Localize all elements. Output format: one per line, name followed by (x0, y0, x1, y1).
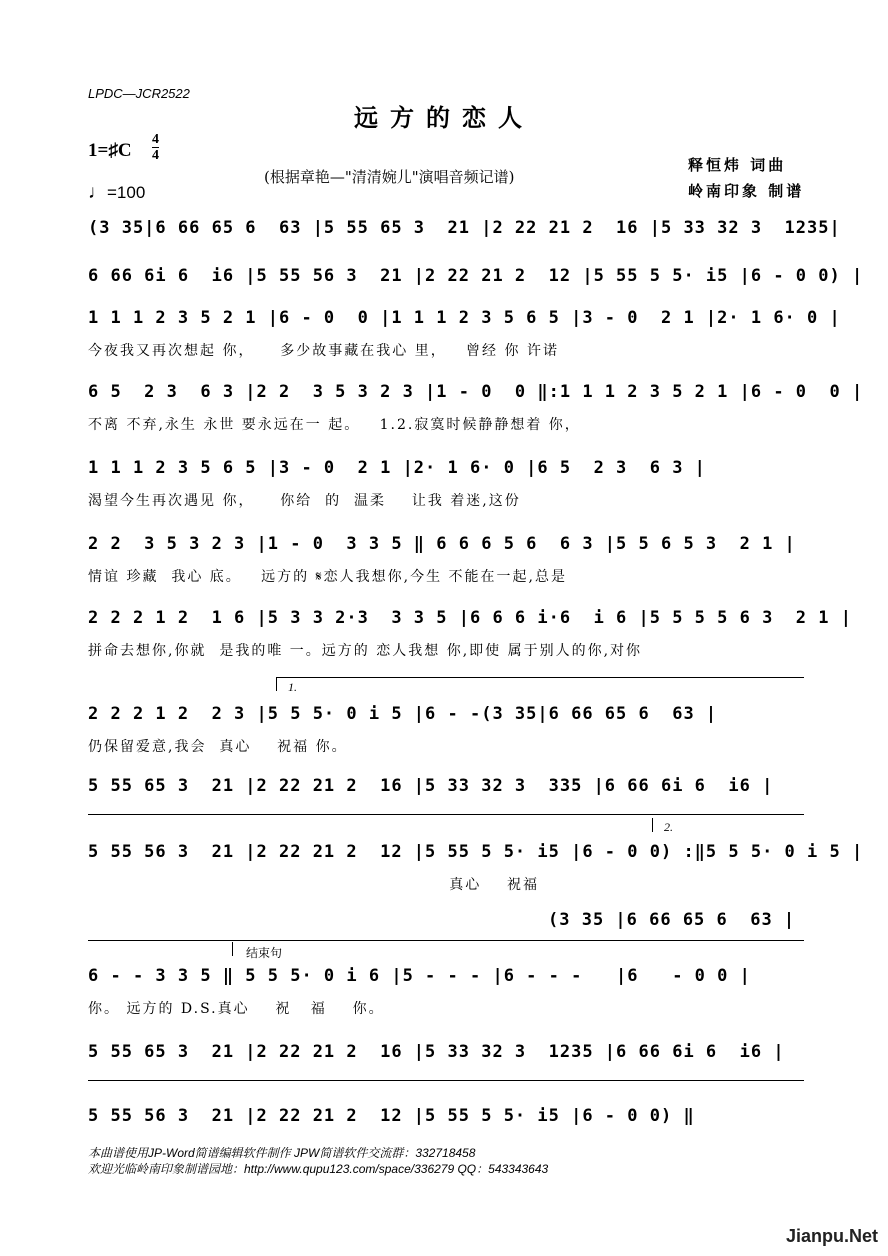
time-signature-bottom: 4 (152, 148, 159, 163)
footer-line-1: 本曲谱使用JP-Word简谱编辑软件制作 JPW简谱软件交流群：332718458 (88, 1146, 476, 1160)
page-title: 远方的恋人 (354, 103, 534, 132)
staff-divider-2 (88, 940, 804, 941)
notation-row-1: (3 35|6 66 65 6 63 |5 55 65 3 21 |2 22 21 2 16 |5 33 32 3 1235| (88, 218, 841, 238)
notation-row-12: 6 - - 3 3 5 ‖ 5 5 5· 0 i 6 |5 - - - |6 - - - |6 - 0 0 | (88, 966, 751, 986)
notation-row-10: 5 55 56 3 21 |2 22 21 2 12 |5 55 5 5· i5 |6 - 0 0) :‖5 5 5· 0 i 5 | (88, 842, 864, 862)
lyrics-row-8: 仍保留爱意,我会 真心 祝福 你。 (88, 739, 348, 755)
credits (688, 152, 804, 204)
time-signature-top: 4 (152, 132, 159, 147)
lyrics-row-10: 真心 祝福 (88, 877, 540, 893)
volta-1-label: 1. (288, 680, 297, 694)
lyrics-row-12: 你。 远方的 D.S.真心 祝 福 你。 (88, 1001, 385, 1017)
ending-bracket-end (232, 942, 233, 956)
notation-row-6: 2 2 3 5 3 2 3 |1 - 0 3 3 5 ‖ 6 6 6 5 6 6 3 |5 5 6 5 3 2 1 | (88, 534, 796, 554)
notation-row-11: (3 35 |6 66 65 6 63 | (548, 910, 796, 930)
staff-divider-1 (88, 814, 804, 815)
quarter-note-icon: ♩ (88, 182, 107, 203)
volta-2-label: 2. (664, 820, 673, 834)
volta-2-bracket-end (652, 818, 653, 832)
credit-notation: 岭南印象 制谱 (688, 182, 805, 200)
lyrics-row-4: 不离 不弃,永生 永世 要永远在一 起。 1.2.寂寞时候静静想着 你， (88, 417, 581, 433)
volta-1-bracket-end (276, 677, 277, 691)
notation-row-2: 6 66 6i 6 i6 |5 55 56 3 21 |2 22 21 2 12 |5 55 5 5· i5 |6 - 0 0) | (88, 266, 864, 286)
notation-row-4: 6 5 2 3 6 3 |2 2 3 5 3 2 3 |1 - 0 0 ‖:1 1 1 2 3 5 2 1 |6 - 0 0 | (88, 382, 864, 402)
score-code: LPDC—JCR2522 (88, 86, 190, 101)
notation-row-3: 1 1 1 2 3 5 2 1 |6 - 0 0 |1 1 1 2 3 5 6 5 |3 - 0 2 1 |2· 1 6· 0 | (88, 308, 841, 328)
credit-lyrics-music: 释恒炜 词曲 (688, 156, 787, 174)
footer-line-2: 欢迎光临岭南印象制谱园地：http://www.qupu123.com/space/336279 QQ：543343643 (88, 1162, 549, 1176)
time-signature (152, 132, 159, 163)
watermark: Jianpu.Net (785, 1226, 878, 1246)
notation-row-9: 5 55 65 3 21 |2 22 21 2 16 |5 33 32 3 335 |6 66 6i 6 i6 | (88, 776, 774, 796)
ending-label: 结束句 (246, 946, 283, 960)
lyrics-row-3: 今夜我又再次想起 你， 多少故事藏在我心 里， 曾经 你 许诺 (88, 343, 559, 359)
key-signature: 1=♯C (88, 140, 132, 161)
notation-row-5: 1 1 1 2 3 5 6 5 |3 - 0 2 1 |2· 1 6· 0 |6 5 2 3 6 3 | (88, 458, 706, 478)
staff-divider-3 (88, 1080, 804, 1081)
volta-1-bracket (276, 677, 804, 678)
tempo-marking (88, 182, 145, 204)
notation-row-7: 2 2 2 1 2 1 6 |5 3 3 2·3 3 3 5 |6 6 6 i·6 i 6 |5 5 5 5 6 3 2 1 | (88, 608, 852, 628)
notation-row-13: 5 55 65 3 21 |2 22 21 2 16 |5 33 32 3 1235 |6 66 6i 6 i6 | (88, 1042, 785, 1062)
lyrics-row-7: 拼命去想你,你就 是我的唯 一。远方的 恋人我想 你,即使 属于别人的你,对你 (88, 643, 643, 659)
subtitle: (根据章艳—"清清婉儿"演唱音频记谱) (264, 168, 515, 186)
lyrics-row-6: 情谊 珍藏 我心 底。 远方的 𝄋恋人我想你,今生 不能在一起,总是 (88, 569, 567, 585)
notation-row-14: 5 55 56 3 21 |2 22 21 2 12 |5 55 5 5· i5 |6 - 0 0) ‖ (88, 1106, 695, 1126)
lyrics-row-5: 渴望今生再次遇见 你， 你给 的 温柔 让我 着迷,这份 (88, 493, 521, 509)
tempo-value: =100 (107, 183, 146, 202)
notation-row-8: 2 2 2 1 2 2 3 |5 5 5· 0 i 5 |6 - -(3 35|6 66 65 6 63 | (88, 704, 718, 724)
